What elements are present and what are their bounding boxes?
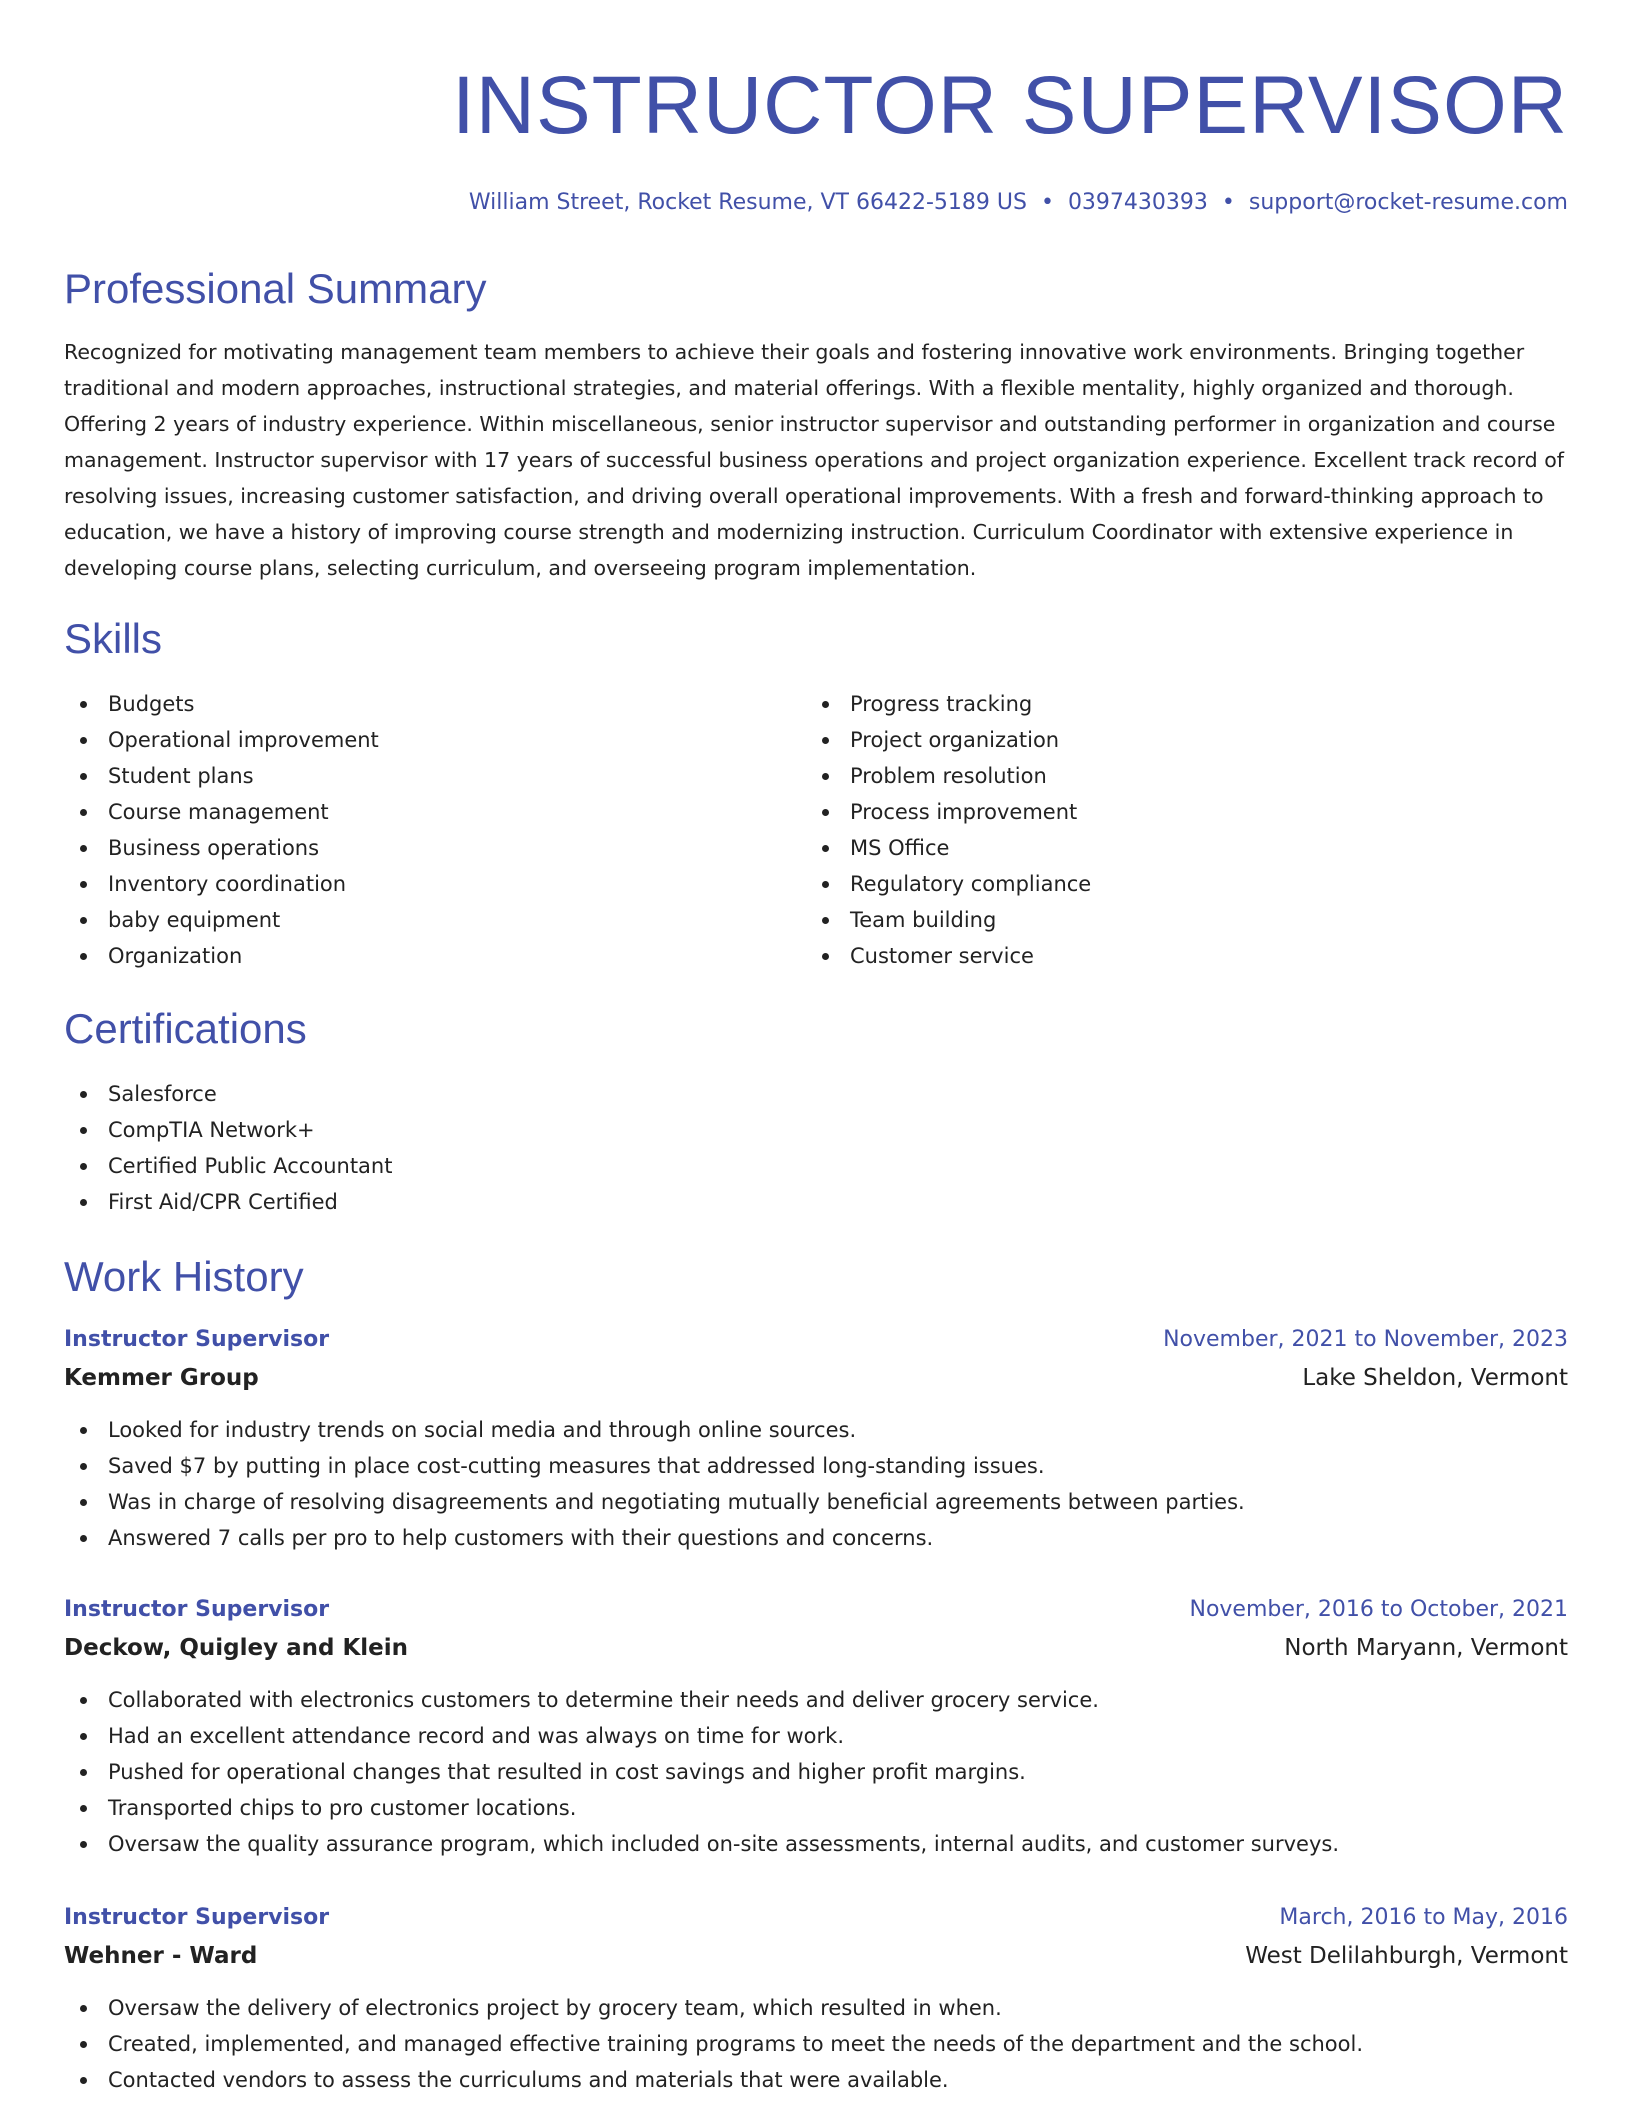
skill-label: Problem resolution xyxy=(850,764,1047,788)
skill-item xyxy=(806,758,1548,794)
bullet-dot xyxy=(80,1427,87,1434)
job-bullet-text: Answered 7 calls per pro to help customers with their questions and concerns. xyxy=(108,1526,934,1550)
certification-label: First Aid/CPR Certified xyxy=(108,1190,338,1214)
contact-separator: • xyxy=(1040,190,1054,215)
job-header-row xyxy=(64,1900,1568,1936)
job-bullet-text: Looked for industry trends on social media and through online sources. xyxy=(108,1418,857,1442)
job-title: Instructor Supervisor xyxy=(64,1327,330,1352)
bullet-dot xyxy=(822,701,829,708)
skill-label: baby equipment xyxy=(108,908,281,932)
job-title: Instructor Supervisor xyxy=(64,1905,330,1930)
job-header-row xyxy=(64,1592,1568,1628)
job-bullet-text: Contacted vendors to assess the curriculums and materials that were available. xyxy=(108,2068,949,2092)
certification-item xyxy=(64,1112,392,1148)
certification-label: Salesforce xyxy=(108,1082,217,1106)
skill-label: Course management xyxy=(108,800,329,824)
job-company: Deckow, Quigley and Klein xyxy=(64,1635,409,1661)
skill-item xyxy=(64,722,806,758)
contact-separator: • xyxy=(1221,190,1235,215)
job-title: Instructor Supervisor xyxy=(64,1597,330,1622)
job-bullet-text: Oversaw the quality assurance program, which included on-site assessments, internal audits, and customer surveys. xyxy=(108,1832,1340,1856)
certification-item xyxy=(64,1076,392,1112)
job-bullet xyxy=(64,1682,1568,1718)
skill-label: Regulatory compliance xyxy=(850,872,1092,896)
skill-item xyxy=(64,902,806,938)
job-bullet xyxy=(64,2062,1568,2098)
skill-item xyxy=(64,686,806,722)
skill-label: Organization xyxy=(108,944,243,968)
job-bullets xyxy=(64,1682,1568,1862)
certifications-heading: Certifications xyxy=(64,1005,307,1052)
certification-item xyxy=(64,1184,392,1220)
bullet-dot xyxy=(822,737,829,744)
bullet-dot xyxy=(822,845,829,852)
skill-item xyxy=(64,794,806,830)
job-bullet-text: Transported chips to pro customer locations. xyxy=(108,1796,577,1820)
bullet-dot xyxy=(80,1841,87,1848)
skill-item xyxy=(806,722,1548,758)
skills-columns xyxy=(64,686,1568,974)
bullet-dot xyxy=(80,2077,87,2084)
skills-column-right xyxy=(806,686,1548,974)
bullet-dot xyxy=(822,773,829,780)
bullet-dot xyxy=(80,1091,87,1098)
bullet-dot xyxy=(80,1535,87,1542)
job-bullet xyxy=(64,1412,1568,1448)
bullet-dot xyxy=(80,881,87,888)
certifications-list xyxy=(64,1076,392,1220)
skill-item xyxy=(64,866,806,902)
bullet-dot xyxy=(80,1127,87,1134)
resume-page xyxy=(64,0,1568,2092)
bullet-dot xyxy=(822,881,829,888)
job-bullet xyxy=(64,1448,1568,1484)
job-company: Kemmer Group xyxy=(64,1365,259,1391)
job-bullet xyxy=(64,1826,1568,1862)
bullet-dot xyxy=(80,953,87,960)
job-bullet-text: Pushed for operational changes that resulted in cost savings and higher profit margins. xyxy=(108,1760,1026,1784)
work-history-heading: Work History xyxy=(64,1253,304,1300)
job-bullet-text: Had an excellent attendance record and was always on time for work. xyxy=(108,1724,845,1748)
bullet-dot xyxy=(80,1697,87,1704)
bullet-dot xyxy=(80,737,87,744)
skill-item xyxy=(806,794,1548,830)
skills-list-right xyxy=(806,686,1548,974)
skill-item xyxy=(806,866,1548,902)
contact-line xyxy=(64,188,1568,218)
job-bullets xyxy=(64,1990,1568,2098)
job-company-row xyxy=(64,1936,1568,1976)
bullet-dot xyxy=(822,953,829,960)
bullet-dot xyxy=(80,1769,87,1776)
job-location: North Maryann, Vermont xyxy=(1284,1635,1568,1661)
resume-name: INSTRUCTOR SUPERVISOR xyxy=(451,60,1568,151)
contact-email[interactable]: support@rocket-resume.com xyxy=(1248,190,1568,215)
skill-label: Progress tracking xyxy=(850,692,1033,716)
bullet-dot xyxy=(80,773,87,780)
skill-item xyxy=(64,830,806,866)
skill-label: Project organization xyxy=(850,728,1060,752)
skills-column-left xyxy=(64,686,806,974)
skill-item xyxy=(64,938,806,974)
job-dates: March, 2016 to May, 2016 xyxy=(1279,1905,1568,1930)
job-bullet xyxy=(64,1520,1568,1556)
job-entry xyxy=(64,1900,1568,2098)
job-bullet xyxy=(64,1754,1568,1790)
job-entry xyxy=(64,1322,1568,1556)
bullet-dot xyxy=(80,917,87,924)
job-location: West Delilahburgh, Vermont xyxy=(1245,1943,1568,1969)
bullet-dot xyxy=(80,2041,87,2048)
bullet-dot xyxy=(80,2005,87,2012)
bullet-dot xyxy=(80,845,87,852)
skill-label: Budgets xyxy=(108,692,195,716)
bullet-dot xyxy=(80,1463,87,1470)
job-header-row xyxy=(64,1322,1568,1358)
job-company-row xyxy=(64,1628,1568,1668)
job-bullet-text: Saved $7 by putting in place cost-cutting measures that addressed long-standing issues. xyxy=(108,1454,1045,1478)
skill-item xyxy=(806,938,1548,974)
job-bullet xyxy=(64,1790,1568,1826)
job-company: Wehner - Ward xyxy=(64,1943,258,1969)
job-company-row xyxy=(64,1358,1568,1398)
bullet-dot xyxy=(822,917,829,924)
job-entry xyxy=(64,1592,1568,1862)
job-dates: November, 2016 to October, 2021 xyxy=(1189,1597,1568,1622)
job-bullet xyxy=(64,1990,1568,2026)
bullet-dot xyxy=(80,1733,87,1740)
skill-item xyxy=(806,830,1548,866)
summary-text: Recognized for motivating management team members to achieve their goals and fostering innovative work environments. Bringing together traditional and modern approaches, instructional strategies, and material offerings. With a flexible mentality, highly organized and thorough. Offering 2 years of industry experience. Within miscellaneous, senior instructor supervisor and outstanding performer in organization and course management. Instructor supervisor with 17 years of successful business operations and project organization experience. Excellent track record of resolving issues, increasing customer satisfaction, and driving overall operational improvements. With a fresh and forward-thinking approach to education, we have a history of improving course strength and modernizing instruction. Curriculum Coordinator with extensive experience in developing course plans, selecting curriculum, and overseeing program implementation. xyxy=(64,340,1564,580)
job-bullet-text: Collaborated with electronics customers to determine their needs and deliver grocery service. xyxy=(108,1688,1099,1712)
skill-item xyxy=(806,902,1548,938)
skill-label: Customer service xyxy=(850,944,1034,968)
skills-heading: Skills xyxy=(64,615,163,662)
skill-label: Inventory coordination xyxy=(108,872,347,896)
certification-label: CompTIA Network+ xyxy=(108,1118,315,1142)
bullet-dot xyxy=(80,809,87,816)
skills-list-left xyxy=(64,686,806,974)
job-bullet-text: Was in charge of resolving disagreements and negotiating mutually beneficial agreements between parties. xyxy=(108,1490,1245,1514)
contact-address: William Street, Rocket Resume, VT 66422-5189 US xyxy=(468,190,1027,215)
bullet-dot xyxy=(80,701,87,708)
job-bullet xyxy=(64,2026,1568,2062)
bullet-dot xyxy=(80,1163,87,1170)
bullet-dot xyxy=(822,809,829,816)
job-location: Lake Sheldon, Vermont xyxy=(1302,1365,1568,1391)
certification-label: Certified Public Accountant xyxy=(108,1154,393,1178)
skill-label: Process improvement xyxy=(850,800,1078,824)
certification-item xyxy=(64,1148,392,1184)
contact-phone: 0397430393 xyxy=(1067,190,1208,215)
job-bullets xyxy=(64,1412,1568,1556)
job-bullet xyxy=(64,1718,1568,1754)
skill-label: Operational improvement xyxy=(108,728,379,752)
skill-item xyxy=(64,758,806,794)
skill-label: Business operations xyxy=(108,836,320,860)
job-bullet-text: Created, implemented, and managed effective training programs to meet the needs of the department and the school. xyxy=(108,2032,1364,2056)
skill-label: Student plans xyxy=(108,764,254,788)
skill-label: MS Office xyxy=(850,836,950,860)
job-dates: November, 2021 to November, 2023 xyxy=(1163,1327,1568,1352)
skill-label: Team building xyxy=(850,908,997,932)
skill-item xyxy=(806,686,1548,722)
job-bullet xyxy=(64,1484,1568,1520)
bullet-dot xyxy=(80,1499,87,1506)
bullet-dot xyxy=(80,1199,87,1206)
summary-heading: Professional Summary xyxy=(64,265,487,312)
job-bullet-text: Oversaw the delivery of electronics project by grocery team, which resulted in when. xyxy=(108,1996,1002,2020)
bullet-dot xyxy=(80,1805,87,1812)
